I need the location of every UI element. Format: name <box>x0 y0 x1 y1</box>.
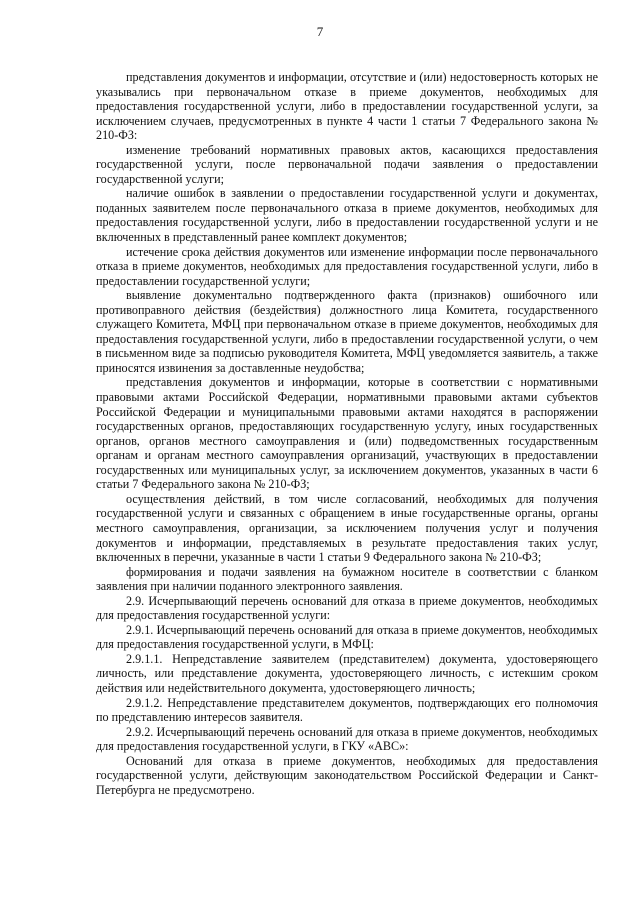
clause-2-9: 2.9. Исчерпывающий перечень оснований для отказа в приеме документов, необходимых для предоставления государственной услуги: <box>96 593 598 623</box>
paragraph-approvals: осуществления действий, в том числе согласований, необходимых для получения государственной услуги и связанных с обращением в иные государственные органы, органы местного самоуправления, организации, за исключением получения услуг и получения документов и информации, представляемых в результате предоставления таких услуг, включенных в перечни, указанные в части 1 статьи 9 Федерального закона № 210-ФЗ; <box>96 491 598 565</box>
paragraph-documents-in-possession: представления документов и информации, которые в соответствии с нормативными правовыми актами Российской Федерации, нормативными правовыми актами субъектов Российской Федерации и муниципальными правовыми актами находятся в распоряжении государственных органов, предоставляющих государственную услугу, иных государственных органов, органов местного самоуправления и (или) подведомственных государственным органам и органам местного самоуправления организаций, участвующих в предоставлении государственных или муниципальных услуг, за исключением документов, указанных в части 6 статьи 7 Федерального закона № 210-ФЗ; <box>96 375 598 492</box>
document-body <box>96 70 598 797</box>
page-number: 7 <box>316 24 324 39</box>
paragraph-continuation: представления документов и информации, отсутствие и (или) недостоверность которых не указывались при первоначальном отказе в приеме документов, необходимых для предоставления государственной услуги, либо в предоставлении государственной услуги, за исключением случаев, предусмотренных в пункте 4 части 1 статьи 7 Федерального закона № 210-ФЗ: <box>96 70 598 143</box>
paragraph-erroneous-action: выявление документально подтвержденного факта (признаков) ошибочного или противоправного действия (бездействия) должностного лица Комитета, государственного служащего Комитета, МФЦ при первоначальном отказе в приеме документов, необходимых для предоставления государственной услуги, либо в предоставлении государственной услуги, о чем в письменном виде за подписью руководителя Комитета, МФЦ уведомляется заявитель, а также приносятся извинения за доставленные неудобства; <box>96 288 598 375</box>
clause-2-9-2: 2.9.2. Исчерпывающий перечень оснований для отказа в приеме документов, необходимых для предоставления государственной услуги, в ГКУ «АВС»: <box>96 724 598 754</box>
paragraph-errors-in-application: наличие ошибок в заявлении о предоставлении государственной услуги и документах, поданных заявителем после первоначального отказа в приеме документов, необходимых для предоставления государственной услуги, либо в предоставлении государственной услуги и не включенных в представленный ранее комплект документов; <box>96 186 598 245</box>
paragraph-paper-application: формирования и подачи заявления на бумажном носителе в соответствии с бланком заявления при наличии поданного электронного заявления. <box>96 564 598 594</box>
paragraph-regulation-change: изменение требований нормативных правовых актов, касающихся предоставления государственной услуги, после первоначальной подачи заявления о предоставлении государственной услуги; <box>96 142 598 186</box>
paragraph-no-grounds: Оснований для отказа в приеме документов, необходимых для предоставления государственной услуги, действующим законодательством Российской Федерации и Санкт-Петербурга не предусмотрено. <box>96 753 598 797</box>
clause-2-9-1: 2.9.1. Исчерпывающий перечень оснований для отказа в приеме документов, необходимых для предоставления государственной услуги, в МФЦ: <box>96 622 598 652</box>
paragraph-document-expiry: истечение срока действия документов или изменение информации после первоначального отказа в приеме документов, необходимых для предоставления государственной услуги, либо в предоставлении государственной услуги; <box>96 244 598 288</box>
clause-2-9-1-1: 2.9.1.1. Непредставление заявителем (представителем) документа, удостоверяющего личность, или представление документа, удостоверяющего личность, с истекшим сроком действия или недействительного документа, удостоверяющего личность; <box>96 651 598 695</box>
clause-2-9-1-2: 2.9.1.2. Непредставление представителем документов, подтверждающих его полномочия по представлению интересов заявителя. <box>96 695 598 725</box>
